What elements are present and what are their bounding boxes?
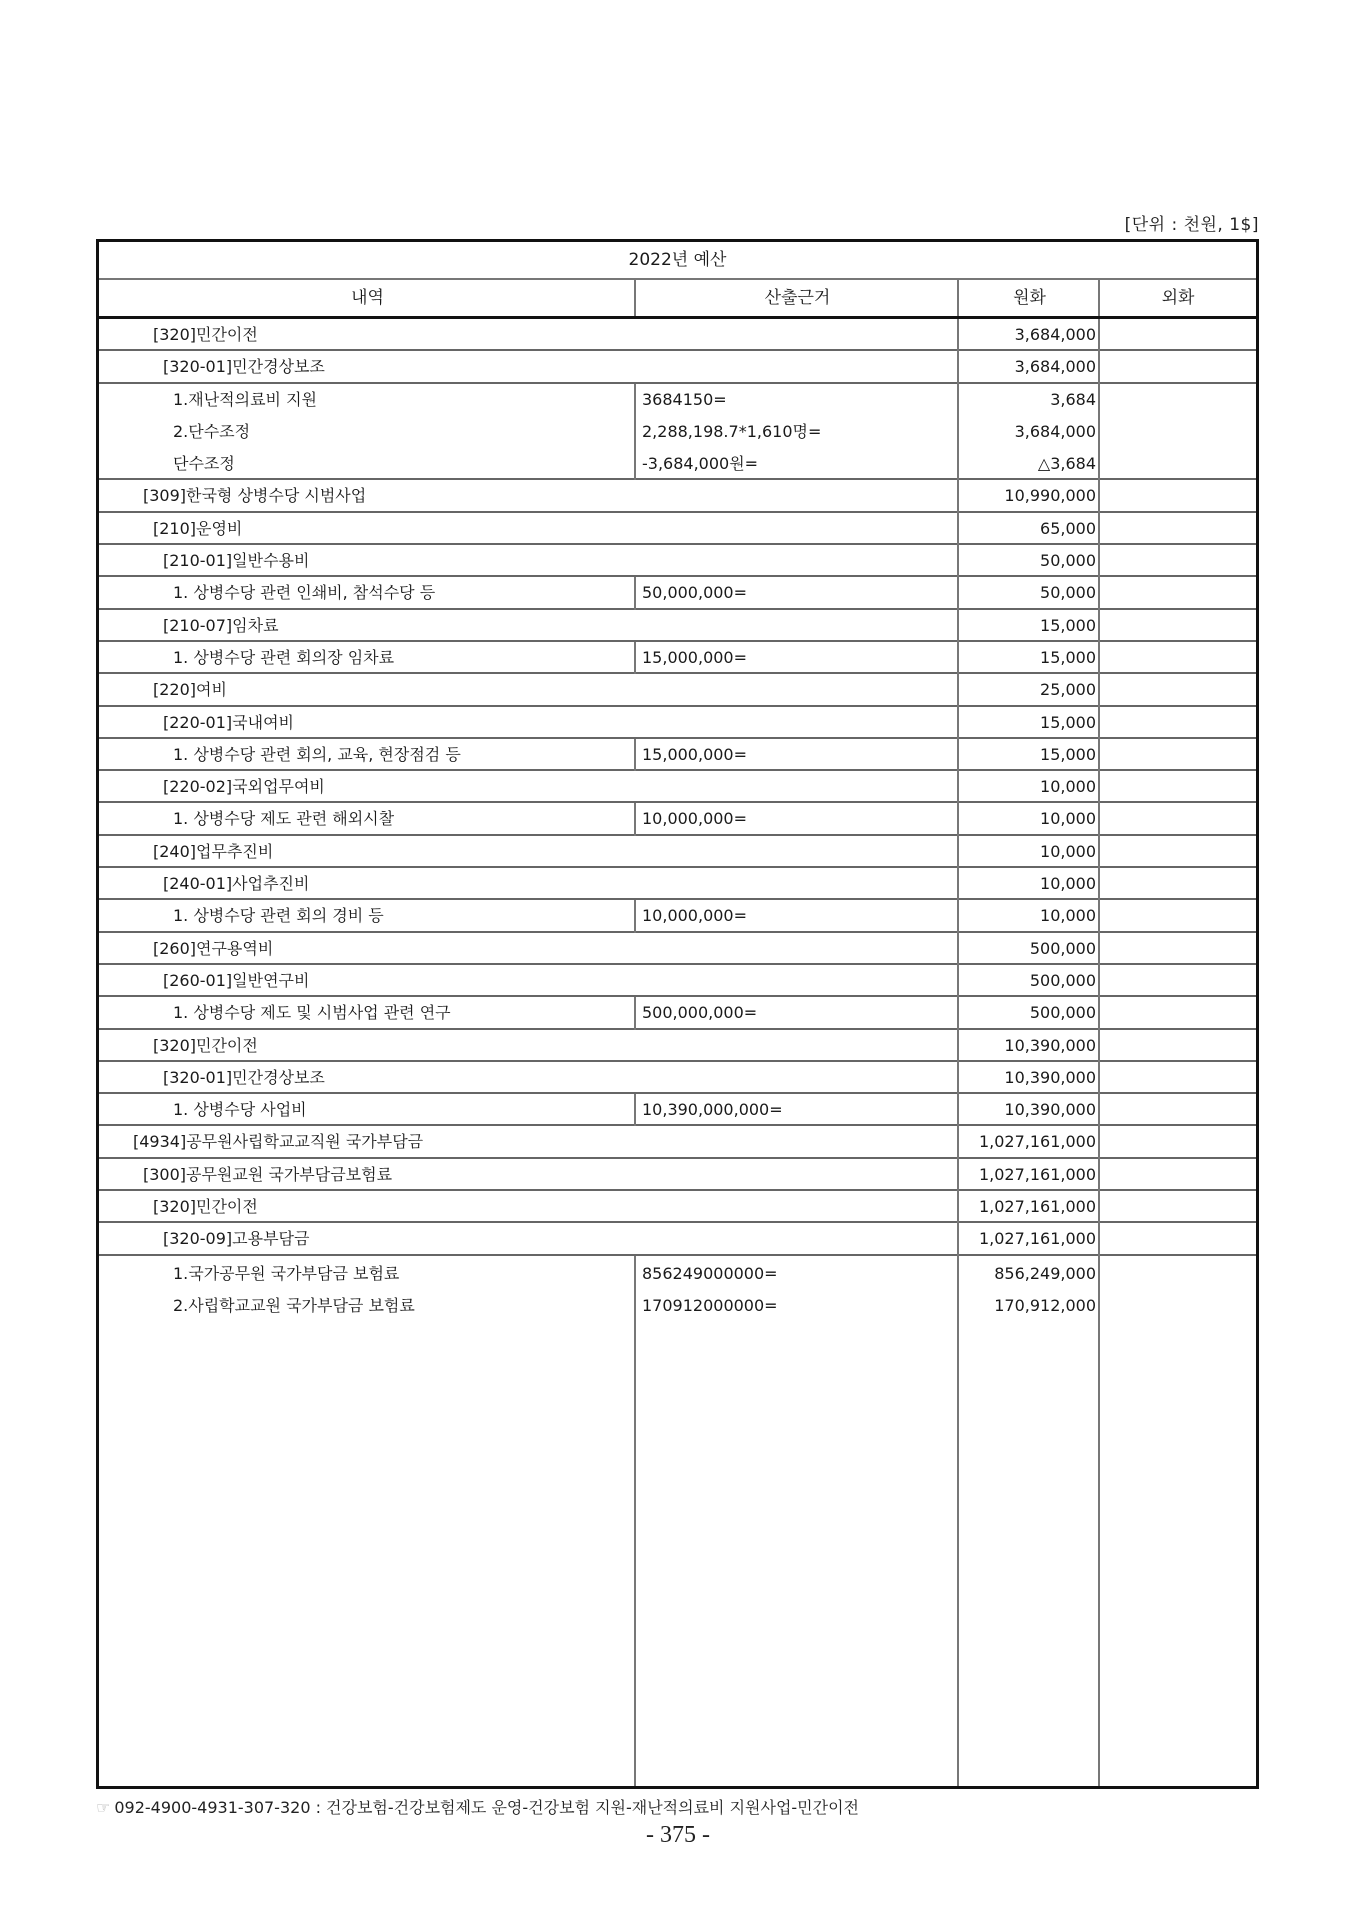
column-divider [957, 836, 959, 868]
column-divider [1098, 739, 1100, 771]
row-label: 2.단수조정 [173, 421, 251, 441]
column-divider [1098, 707, 1100, 739]
column-divider [1098, 1094, 1100, 1126]
column-header-row [99, 280, 1256, 319]
column-divider [1098, 610, 1100, 642]
column-divider [634, 997, 636, 1029]
column-divider [957, 1062, 959, 1094]
row-label: [300]공무원교원 국가부담금보험료 [143, 1164, 393, 1184]
column-divider [957, 1126, 959, 1158]
row-label: [320-01]민간경상보조 [163, 1067, 325, 1087]
row-label: [320]민간이전 [153, 1197, 258, 1217]
column-divider [957, 545, 959, 577]
column-header-foreign: 외화 [1161, 288, 1195, 308]
column-divider [1098, 1030, 1100, 1062]
column-divider [1098, 836, 1100, 868]
column-divider [957, 577, 959, 609]
column-divider [634, 1256, 636, 1786]
table-row [99, 803, 1256, 835]
column-divider [1098, 771, 1100, 803]
table-row [99, 997, 1256, 1029]
row-amount-krw: 1,027,161,000 [978, 1164, 1096, 1184]
column-divider [957, 1191, 959, 1223]
year-header: 2022년 예산 [99, 242, 1256, 280]
column-divider [1098, 416, 1100, 450]
table-row [99, 416, 1256, 448]
column-divider [1098, 280, 1100, 316]
row-calc-basis: 10,000,000= [642, 809, 748, 829]
column-divider [1098, 577, 1100, 609]
pointing-hand-icon: ☞ [96, 1798, 111, 1817]
table-row [99, 642, 1256, 674]
row-amount-krw: 1,027,161,000 [978, 1229, 1096, 1249]
column-divider [1098, 513, 1100, 545]
column-divider [957, 1094, 959, 1126]
row-label: 1. 상병수당 사업비 [173, 1100, 307, 1120]
column-divider [634, 900, 636, 932]
row-amount-krw: 10,390,000 [1004, 1067, 1096, 1087]
table-row [99, 384, 1256, 416]
column-divider [1098, 1256, 1100, 1786]
row-amount-krw: 500,000 [1029, 938, 1096, 958]
table-row [99, 319, 1256, 351]
row-label: [210-01]일반수용비 [163, 551, 310, 571]
row-calc-basis: 3684150= [642, 389, 727, 409]
column-divider [1098, 1126, 1100, 1158]
column-divider [634, 739, 636, 771]
column-divider [957, 1223, 959, 1255]
row-amount-krw: 65,000 [1040, 518, 1096, 538]
row-amount-krw: 10,390,000 [1004, 1035, 1096, 1055]
column-divider [634, 803, 636, 835]
table-row [99, 1290, 1256, 1322]
row-label: [260]연구용역비 [153, 938, 274, 958]
column-divider [957, 280, 959, 316]
column-divider [957, 1030, 959, 1062]
column-divider [957, 351, 959, 383]
row-label: [240]업무추진비 [153, 841, 274, 861]
account-code-text: 092-4900-4931-307-320 : 건강보험-건강보험제도 운영-건강보험 지원-재난적의료비 지원사업-민간이전 [114, 1798, 859, 1817]
column-divider [1098, 1191, 1100, 1223]
row-amount-krw: 3,684,000 [1014, 357, 1096, 377]
column-divider [957, 384, 959, 418]
row-calc-basis: 170912000000= [642, 1296, 778, 1316]
column-divider [634, 384, 636, 418]
column-divider [1098, 545, 1100, 577]
row-label: [320-09]고용부담금 [163, 1229, 310, 1249]
column-divider [634, 577, 636, 609]
column-divider [1098, 997, 1100, 1029]
column-divider [634, 1094, 636, 1126]
row-label: [4934]공무원사립학교교직원 국가부담금 [133, 1132, 424, 1152]
row-label: 1. 상병수당 관련 회의장 임차료 [173, 647, 395, 667]
column-divider [1098, 674, 1100, 706]
column-divider [634, 280, 636, 316]
row-label: 1. 상병수당 관련 인쇄비, 참석수당 등 [173, 583, 436, 603]
column-divider [957, 771, 959, 803]
table-row [99, 1223, 1256, 1255]
row-amount-krw: 10,000 [1040, 809, 1096, 829]
row-amount-krw: 500,000 [1029, 970, 1096, 990]
row-amount-krw: 15,000 [1040, 615, 1096, 635]
column-divider [957, 965, 959, 997]
table-last-group [99, 1256, 1256, 1786]
table-row [99, 965, 1256, 997]
row-amount-krw: 15,000 [1040, 647, 1096, 667]
row-amount-krw: 10,000 [1040, 874, 1096, 894]
table-row [99, 545, 1256, 577]
row-amount-krw: 1,027,161,000 [978, 1197, 1096, 1217]
row-calc-basis: 15,000,000= [642, 647, 748, 667]
column-divider [957, 997, 959, 1029]
column-divider [957, 319, 959, 351]
row-calc-basis: 10,390,000,000= [642, 1100, 783, 1120]
row-label: 1. 상병수당 제도 관련 해외시찰 [173, 809, 395, 829]
account-code-note [96, 1795, 859, 1818]
column-divider [1098, 965, 1100, 997]
table-row [99, 739, 1256, 771]
table-row [99, 610, 1256, 642]
table-row [99, 448, 1256, 480]
column-divider [634, 416, 636, 450]
column-header-basis: 산출근거 [764, 288, 831, 308]
table-row [99, 771, 1256, 803]
row-amount-krw: 1,027,161,000 [978, 1132, 1096, 1152]
row-label: 1. 상병수당 관련 회의, 교육, 현장점검 등 [173, 744, 461, 764]
table-row [99, 836, 1256, 868]
row-label: [220-02]국외업무여비 [163, 777, 325, 797]
table-row [99, 1258, 1256, 1290]
row-amount-krw: 3,684 [1050, 389, 1096, 409]
row-amount-krw: 856,249,000 [994, 1264, 1096, 1283]
column-header-details: 내역 [351, 288, 384, 308]
column-divider [634, 448, 636, 480]
row-label: [320]민간이전 [153, 1035, 258, 1055]
column-divider [1098, 642, 1100, 674]
row-amount-krw: 25,000 [1040, 680, 1096, 700]
row-amount-krw: 3,684,000 [1014, 421, 1096, 441]
column-divider [957, 416, 959, 450]
row-amount-krw: 50,000 [1040, 551, 1096, 571]
table-row [99, 1191, 1256, 1223]
column-divider [957, 674, 959, 706]
column-divider [957, 1256, 959, 1786]
page-number: - 375 - [646, 1822, 710, 1848]
row-label: 1.국가공무원 국가부담금 보험료 [173, 1264, 400, 1283]
table-row [99, 577, 1256, 609]
column-divider [1098, 803, 1100, 835]
column-divider [957, 803, 959, 835]
column-divider [957, 933, 959, 965]
row-amount-krw: 50,000 [1040, 583, 1096, 603]
row-label: [320-01]민간경상보조 [163, 357, 325, 377]
column-divider [957, 480, 959, 512]
column-divider [957, 448, 959, 480]
unit-label: [단위 : 천원, 1$] [1124, 215, 1259, 235]
column-divider [957, 900, 959, 932]
table-row [99, 933, 1256, 965]
column-divider [957, 642, 959, 674]
row-amount-krw: 10,000 [1040, 777, 1096, 797]
row-label: [220-01]국내여비 [163, 712, 294, 732]
column-divider [957, 868, 959, 900]
column-divider [1098, 319, 1100, 351]
column-divider [1098, 448, 1100, 480]
row-amount-krw: 15,000 [1040, 744, 1096, 764]
table-row [99, 513, 1256, 545]
column-divider [634, 642, 636, 674]
table-row [99, 1094, 1256, 1126]
column-divider [1098, 1223, 1100, 1255]
row-calc-basis: -3,684,000원= [642, 454, 759, 474]
column-divider [1098, 933, 1100, 965]
row-amount-krw: 10,000 [1040, 906, 1096, 926]
table-row [99, 1159, 1256, 1191]
row-label: [309]한국형 상병수당 시범사업 [143, 486, 367, 506]
row-calc-basis: 50,000,000= [642, 583, 748, 603]
row-calc-basis: 856249000000= [642, 1264, 778, 1283]
row-label: [260-01]일반연구비 [163, 970, 310, 990]
row-label: 1. 상병수당 제도 및 시범사업 관련 연구 [173, 1003, 451, 1023]
row-label: 1. 상병수당 관련 회의 경비 등 [173, 906, 384, 926]
column-divider [1098, 1159, 1100, 1191]
table-row [99, 351, 1256, 383]
table-row [99, 480, 1256, 512]
row-label: 단수조정 [173, 454, 235, 474]
row-amount-krw: 15,000 [1040, 712, 1096, 732]
row-label: [210]운영비 [153, 518, 243, 538]
row-label: [320]민간이전 [153, 325, 258, 344]
column-header-krw: 원화 [1013, 288, 1046, 308]
table-row [99, 707, 1256, 739]
column-divider [957, 513, 959, 545]
table-row [99, 900, 1256, 932]
row-amount-krw: 10,990,000 [1004, 486, 1096, 506]
row-amount-krw: 10,390,000 [1004, 1100, 1096, 1120]
row-label: [210-07]임차료 [163, 615, 279, 635]
row-label: 2.사립학교교원 국가부담금 보험료 [173, 1296, 415, 1316]
table-row [99, 1126, 1256, 1158]
row-label: [240-01]사업추진비 [163, 874, 310, 894]
column-divider [957, 707, 959, 739]
row-amount-krw: 170,912,000 [994, 1296, 1096, 1316]
table-row [99, 868, 1256, 900]
column-divider [957, 610, 959, 642]
row-amount-krw: △3,684 [1037, 454, 1096, 474]
budget-table [96, 239, 1259, 1789]
row-amount-krw: 3,684,000 [1014, 325, 1096, 344]
table-row [99, 1030, 1256, 1062]
column-divider [957, 739, 959, 771]
row-calc-basis: 2,288,198.7*1,610명= [642, 421, 822, 441]
column-divider [1098, 900, 1100, 932]
column-divider [1098, 351, 1100, 383]
row-amount-krw: 10,000 [1040, 841, 1096, 861]
row-calc-basis: 10,000,000= [642, 906, 748, 926]
table-row [99, 674, 1256, 706]
row-label: 1.재난적의료비 지원 [173, 389, 317, 409]
row-calc-basis: 500,000,000= [642, 1003, 758, 1023]
row-label: [220]여비 [153, 680, 227, 700]
row-calc-basis: 15,000,000= [642, 744, 748, 764]
row-amount-krw: 500,000 [1029, 1003, 1096, 1023]
column-divider [1098, 480, 1100, 512]
table-row [99, 1062, 1256, 1094]
column-divider [1098, 384, 1100, 418]
column-divider [1098, 868, 1100, 900]
column-divider [1098, 1062, 1100, 1094]
table-body [99, 319, 1256, 1256]
column-divider [957, 1159, 959, 1191]
